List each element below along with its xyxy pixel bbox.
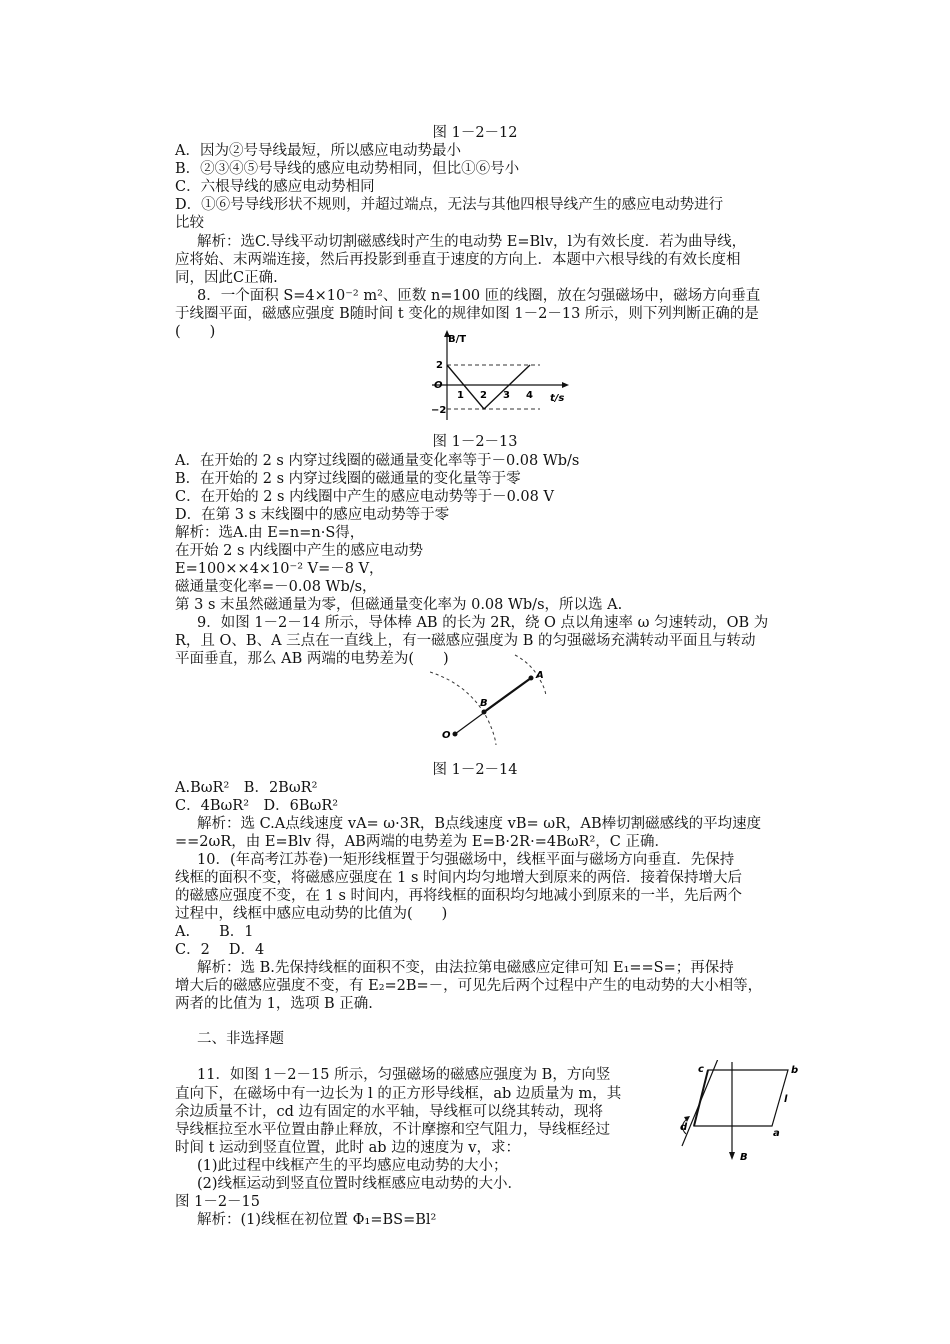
solution-q7-line2: 应将始、末两端连接，然后再投影到垂直于速度的方向上．本题中六根导线的有效长度相 xyxy=(175,252,741,268)
solution-q9-line1: 解析：选 C.A点线速度 vA= ω·3R，B点线速度 vB= ωR，AB棒切割磁感线的平均速度 xyxy=(197,816,762,832)
x-tick-1: 1 xyxy=(457,390,464,401)
options-ab-q10: A. B．1 xyxy=(175,924,254,940)
x-axis-label: t/s xyxy=(550,393,565,404)
option-a-q8: A．在开始的 2 s 内穿过线圈的磁通量变化率等于－0.08 Wb/s xyxy=(175,453,580,469)
figure-caption-15: 图 1－2－15 xyxy=(175,1194,261,1210)
point-o-label: O xyxy=(442,730,451,741)
point-b-label: B xyxy=(480,698,488,709)
solution-q10-line2: 增大后的磁感应强度不变，有 E₂=2B=－，可见先后两个过程中产生的电动势的大小相等， xyxy=(175,978,763,994)
question-11-line3: 余边质量不计，cd 边有固定的水平轴，导线框可以绕其转动，现将 xyxy=(175,1104,604,1120)
y-axis-label: B/T xyxy=(448,334,467,345)
question-10-line2: 线框的面积不变，将磁感应强度在 1 s 时间内均匀地增大到原来的两倍．接着保持增大后 xyxy=(175,870,742,886)
question-10-line4: 过程中，线框中感应电动势的比值为( ) xyxy=(175,906,448,922)
x-tick-4: 4 xyxy=(526,390,533,401)
question-11-line1: 11．如图 1－2－15 所示，匀强磁场的磁感应强度为 B，方向竖 xyxy=(197,1067,611,1083)
solution-q10-line3: 两者的比值为 1，选项 B 正确. xyxy=(175,996,373,1012)
figure-1-2-15-frame xyxy=(672,1060,812,1170)
option-c-q7: C．六根导线的感应电动势相同 xyxy=(175,179,375,195)
option-d-q7-cont: 比较 xyxy=(175,215,204,231)
corner-c-label: c xyxy=(698,1064,704,1075)
section-title: 二、非选择题 xyxy=(197,1031,284,1047)
question-9-line1: 9．如图 1－2－14 所示，导体棒 AB 的长为 2R，绕 O 点以角速率 ω 匀速转动，OB 为 xyxy=(197,615,769,631)
question-10-line1: 10．(年高考江苏卷)一矩形线框置于匀强磁场中，线框平面与磁场方向垂直．先保持 xyxy=(197,852,735,868)
solution-q8-line5: 第 3 s 末虽然磁通量为零，但磁通量变化率为 0.08 Wb/s，所以选 A. xyxy=(175,597,623,613)
solution-q11-line1: 解析：(1)线框在初位置 Φ₁=BS=Bl² xyxy=(197,1212,437,1228)
corner-d-label: d xyxy=(680,1122,688,1133)
figure-caption-13: 图 1－2－13 xyxy=(432,434,518,450)
option-b-q7: B．②③④⑤号导线的感应电动势相同，但比①⑥号小 xyxy=(175,161,520,177)
origin-label: O xyxy=(434,380,443,391)
corner-a-label: a xyxy=(773,1128,780,1139)
y-tick-2: 2 xyxy=(436,360,443,371)
question-8-line3: ( ) xyxy=(175,324,216,340)
option-b-q8: B．在开始的 2 s 内穿过线圈的磁通量的变化量等于零 xyxy=(175,471,521,487)
question-9-line2: R，且 O、B、A 三点在一直线上，有一磁感应强度为 B 的匀强磁场充满转动平面且与转动 xyxy=(175,633,756,649)
figure-1-2-13-graph xyxy=(412,328,592,428)
figure-caption-14: 图 1－2－14 xyxy=(432,762,518,778)
solution-q10-line1: 解析：选 B.先保持线框的面积不变，由法拉第电磁感应定律可知 E₁==S=；再保持 xyxy=(197,960,734,976)
field-b-label: B xyxy=(740,1152,748,1163)
solution-q8-line4: 磁通量变化率=－0.08 Wb/s， xyxy=(175,579,377,595)
solution-q8-line1: 解析：选A.由 E=n=n·S得， xyxy=(175,525,365,541)
solution-q7-line3: 同，因此C正确. xyxy=(175,270,278,286)
figure-1-2-14-rotating-rod xyxy=(430,650,560,750)
point-a-label: A xyxy=(536,670,544,681)
question-9-line3: 平面垂直，那么 AB 两端的电势差为( ) xyxy=(175,651,449,667)
question-11-part2: (2)线框运动到竖直位置时线框感应电动势的大小． xyxy=(197,1176,523,1192)
x-tick-3: 3 xyxy=(503,390,510,401)
solution-q9-line2: ==2ωR，由 E=Blv 得，AB两端的电势差为 E=B·2R·=4BωR²，C 正确． xyxy=(175,834,669,850)
question-8-line2: 于线圈平面，磁感应强度 B随时间 t 变化的规律如图 1－2－13 所示，则下列判断正确的是 xyxy=(175,306,759,322)
options-ab-q9: A.BωR² B．2BωR² xyxy=(175,780,318,796)
question-8-line1: 8．一个面积 S=4×10⁻² m²、匝数 n=100 匝的线圈，放在匀强磁场中，磁场方向垂直 xyxy=(197,288,761,304)
solution-q7-line1: 解析：选C.导线平动切割磁感线时产生的电动势 E=Blv，l为有效长度．若为曲导线， xyxy=(197,234,747,250)
solution-q8-line3: E=100××4×10⁻² V=－8 V， xyxy=(175,561,384,577)
y-tick-neg2: −2 xyxy=(431,405,447,416)
options-cd-q9: C．4BωR² D．6BωR² xyxy=(175,798,339,814)
option-c-q8: C．在开始的 2 s 内线圈中产生的感应电动势等于－0.08 V xyxy=(175,489,554,505)
option-d-q7: D．①⑥号导线形状不规则，并超过端点，无法与其他四根导线产生的感应电动势进行 xyxy=(175,197,724,213)
question-10-line3: 的磁感应强度不变，在 1 s 时间内，再将线框的面积均匀地减小到原来的一半，先后两个 xyxy=(175,888,742,904)
solution-q8-line2: 在开始 2 s 内线圈中产生的感应电动势 xyxy=(175,543,423,559)
option-d-q8: D．在第 3 s 末线圈中的感应电动势等于零 xyxy=(175,507,450,523)
options-cd-q10: C．2 D．4 xyxy=(175,942,265,958)
question-11-part1: (1)此过程中线框产生的平均感应电动势的大小； xyxy=(197,1158,508,1174)
x-tick-2: 2 xyxy=(480,390,487,401)
option-a-q7: A．因为②号导线最短，所以感应电动势最小 xyxy=(175,143,461,159)
figure-caption-12: 图 1－2－12 xyxy=(432,125,518,141)
question-11-line2: 直向下，在磁场中有一边长为 l 的正方形导线框，ab 边质量为 m，其 xyxy=(175,1086,622,1102)
side-l-label: l xyxy=(784,1094,788,1105)
corner-b-label: b xyxy=(791,1065,799,1076)
question-11-line4: 导线框拉至水平位置由静止释放，不计摩擦和空气阻力，导线框经过 xyxy=(175,1122,610,1138)
question-11-line5: 时间 t 运动到竖直位置，此时 ab 边的速度为 v，求： xyxy=(175,1140,520,1156)
